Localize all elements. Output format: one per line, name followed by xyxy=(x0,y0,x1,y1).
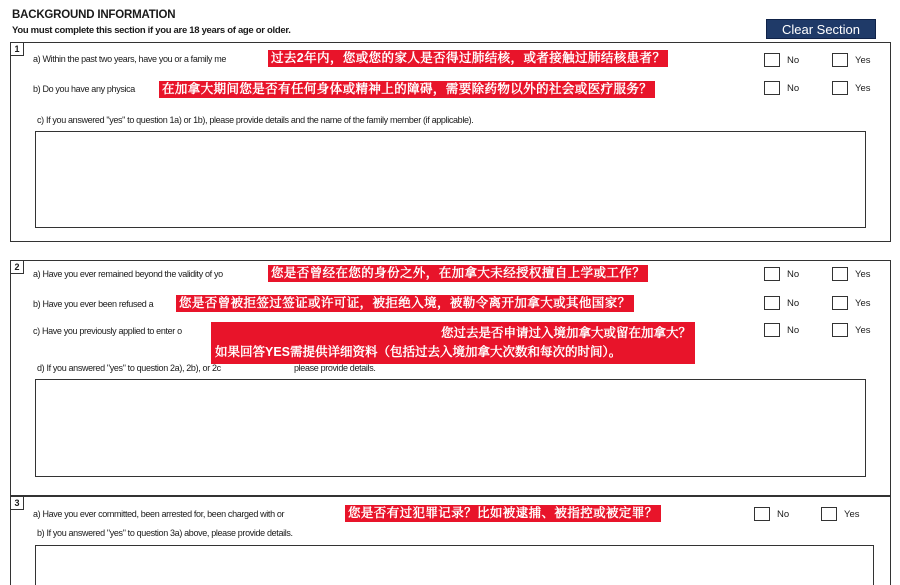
question-1a-no-option[interactable] xyxy=(764,53,799,67)
question-2a-no-checkbox[interactable] xyxy=(764,267,780,281)
question-2a-text: a) Have you ever remained beyond the validity of yo xyxy=(33,269,223,279)
question-block-1 xyxy=(10,42,891,242)
question-2b-no-label: No xyxy=(787,297,800,309)
question-3a-yes-checkbox[interactable] xyxy=(821,507,837,521)
question-2b-yes-option[interactable] xyxy=(832,296,871,310)
question-2c-translation-line2: 如果回答YES需提供详细资料（包括过去入境加拿大次数和每次的时间）。 xyxy=(215,345,622,359)
question-1b-text: b) Do you have any physica xyxy=(33,84,135,94)
question-3b-details-field[interactable] xyxy=(35,545,874,585)
question-1b-no-checkbox[interactable] xyxy=(764,81,780,95)
question-1b-no-label: No xyxy=(787,82,800,94)
question-3a-yes-option[interactable] xyxy=(821,507,860,521)
question-2a-no-option[interactable] xyxy=(764,267,799,281)
question-2c-yes-option[interactable] xyxy=(832,323,871,337)
question-1b-yes-option[interactable] xyxy=(832,81,871,95)
question-number-3: 3 xyxy=(10,496,24,510)
question-2c-yes-label: Yes xyxy=(855,324,871,336)
question-1a-text: a) Within the past two years, have you or a family me xyxy=(33,54,227,64)
question-3a-no-option[interactable] xyxy=(754,507,789,521)
question-2b-translation: 您是否曾被拒签过签证或许可证，被拒绝入境，被勒令离开加拿大或其他国家？ xyxy=(176,295,634,312)
question-1a-no-checkbox[interactable] xyxy=(764,53,780,67)
question-3b-text: b) If you answered "yes" to question 3a) above, please provide details. xyxy=(37,528,293,538)
question-1b-yes-checkbox[interactable] xyxy=(832,81,848,95)
question-1a-translation: 过去2年内，您或您的家人是否得过肺结核，或者接触过肺结核患者？ xyxy=(268,50,668,67)
question-2c-no-option[interactable] xyxy=(764,323,799,337)
question-2b-no-checkbox[interactable] xyxy=(764,296,780,310)
question-2b-text: b) Have you ever been refused a xyxy=(33,299,154,309)
question-2d-text-end: please provide details. xyxy=(294,363,376,373)
question-2c-no-checkbox[interactable] xyxy=(764,323,780,337)
question-number-2: 2 xyxy=(10,260,24,274)
question-2b-yes-label: Yes xyxy=(855,297,871,309)
question-3a-yes-label: Yes xyxy=(844,508,860,520)
question-3a-translation: 您是否有过犯罪记录？比如被逮捕、被指控或被定罪？ xyxy=(345,505,661,522)
question-2a-translation: 您是否曾经在您的身份之外，在加拿大未经授权擅自上学或工作？ xyxy=(268,265,648,282)
clear-section-button[interactable]: Clear Section xyxy=(766,19,876,39)
question-1a-yes-checkbox[interactable] xyxy=(832,53,848,67)
question-1b-translation: 在加拿大期间您是否有任何身体或精神上的障碍，需要除药物以外的社会或医疗服务？ xyxy=(159,81,655,98)
question-3a-no-checkbox[interactable] xyxy=(754,507,770,521)
question-2c-translation-line1: 您过去是否申请过入境加拿大或留在加拿大？ xyxy=(440,326,691,340)
question-1b-yes-label: Yes xyxy=(855,82,871,94)
question-3a-no-label: No xyxy=(777,508,790,520)
question-block-3 xyxy=(10,496,891,585)
question-2c-translation xyxy=(211,322,695,364)
section-title: BACKGROUND INFORMATION xyxy=(12,9,176,21)
question-2b-no-option[interactable] xyxy=(764,296,799,310)
question-block-2 xyxy=(10,260,891,496)
question-number-1: 1 xyxy=(10,42,24,56)
question-2b-yes-checkbox[interactable] xyxy=(832,296,848,310)
question-2d-text: d) If you answered "yes" to question 2a), 2b), or 2c xyxy=(37,363,221,373)
question-2c-no-label: No xyxy=(787,324,800,336)
question-2a-yes-label: Yes xyxy=(855,268,871,280)
question-3a-text: a) Have you ever committed, been arrested for, been charged with or xyxy=(33,509,285,519)
question-1a-yes-option[interactable] xyxy=(832,53,871,67)
question-1b-no-option[interactable] xyxy=(764,81,799,95)
question-2a-yes-checkbox[interactable] xyxy=(832,267,848,281)
question-2c-yes-checkbox[interactable] xyxy=(832,323,848,337)
question-2c-text: c) Have you previously applied to enter o xyxy=(33,326,182,336)
question-2a-no-label: No xyxy=(787,268,800,280)
question-1c-text: c) If you answered "yes" to question 1a) or 1b), please provide details and the name of the family member (if applicable). xyxy=(37,115,474,125)
section-instruction: You must complete this section if you are 18 years of age or older. xyxy=(12,25,291,36)
question-2d-details-field[interactable] xyxy=(35,379,866,477)
question-2a-yes-option[interactable] xyxy=(832,267,871,281)
question-1c-details-field[interactable] xyxy=(35,131,866,228)
question-1a-no-label: No xyxy=(787,54,800,66)
question-1a-yes-label: Yes xyxy=(855,54,871,66)
